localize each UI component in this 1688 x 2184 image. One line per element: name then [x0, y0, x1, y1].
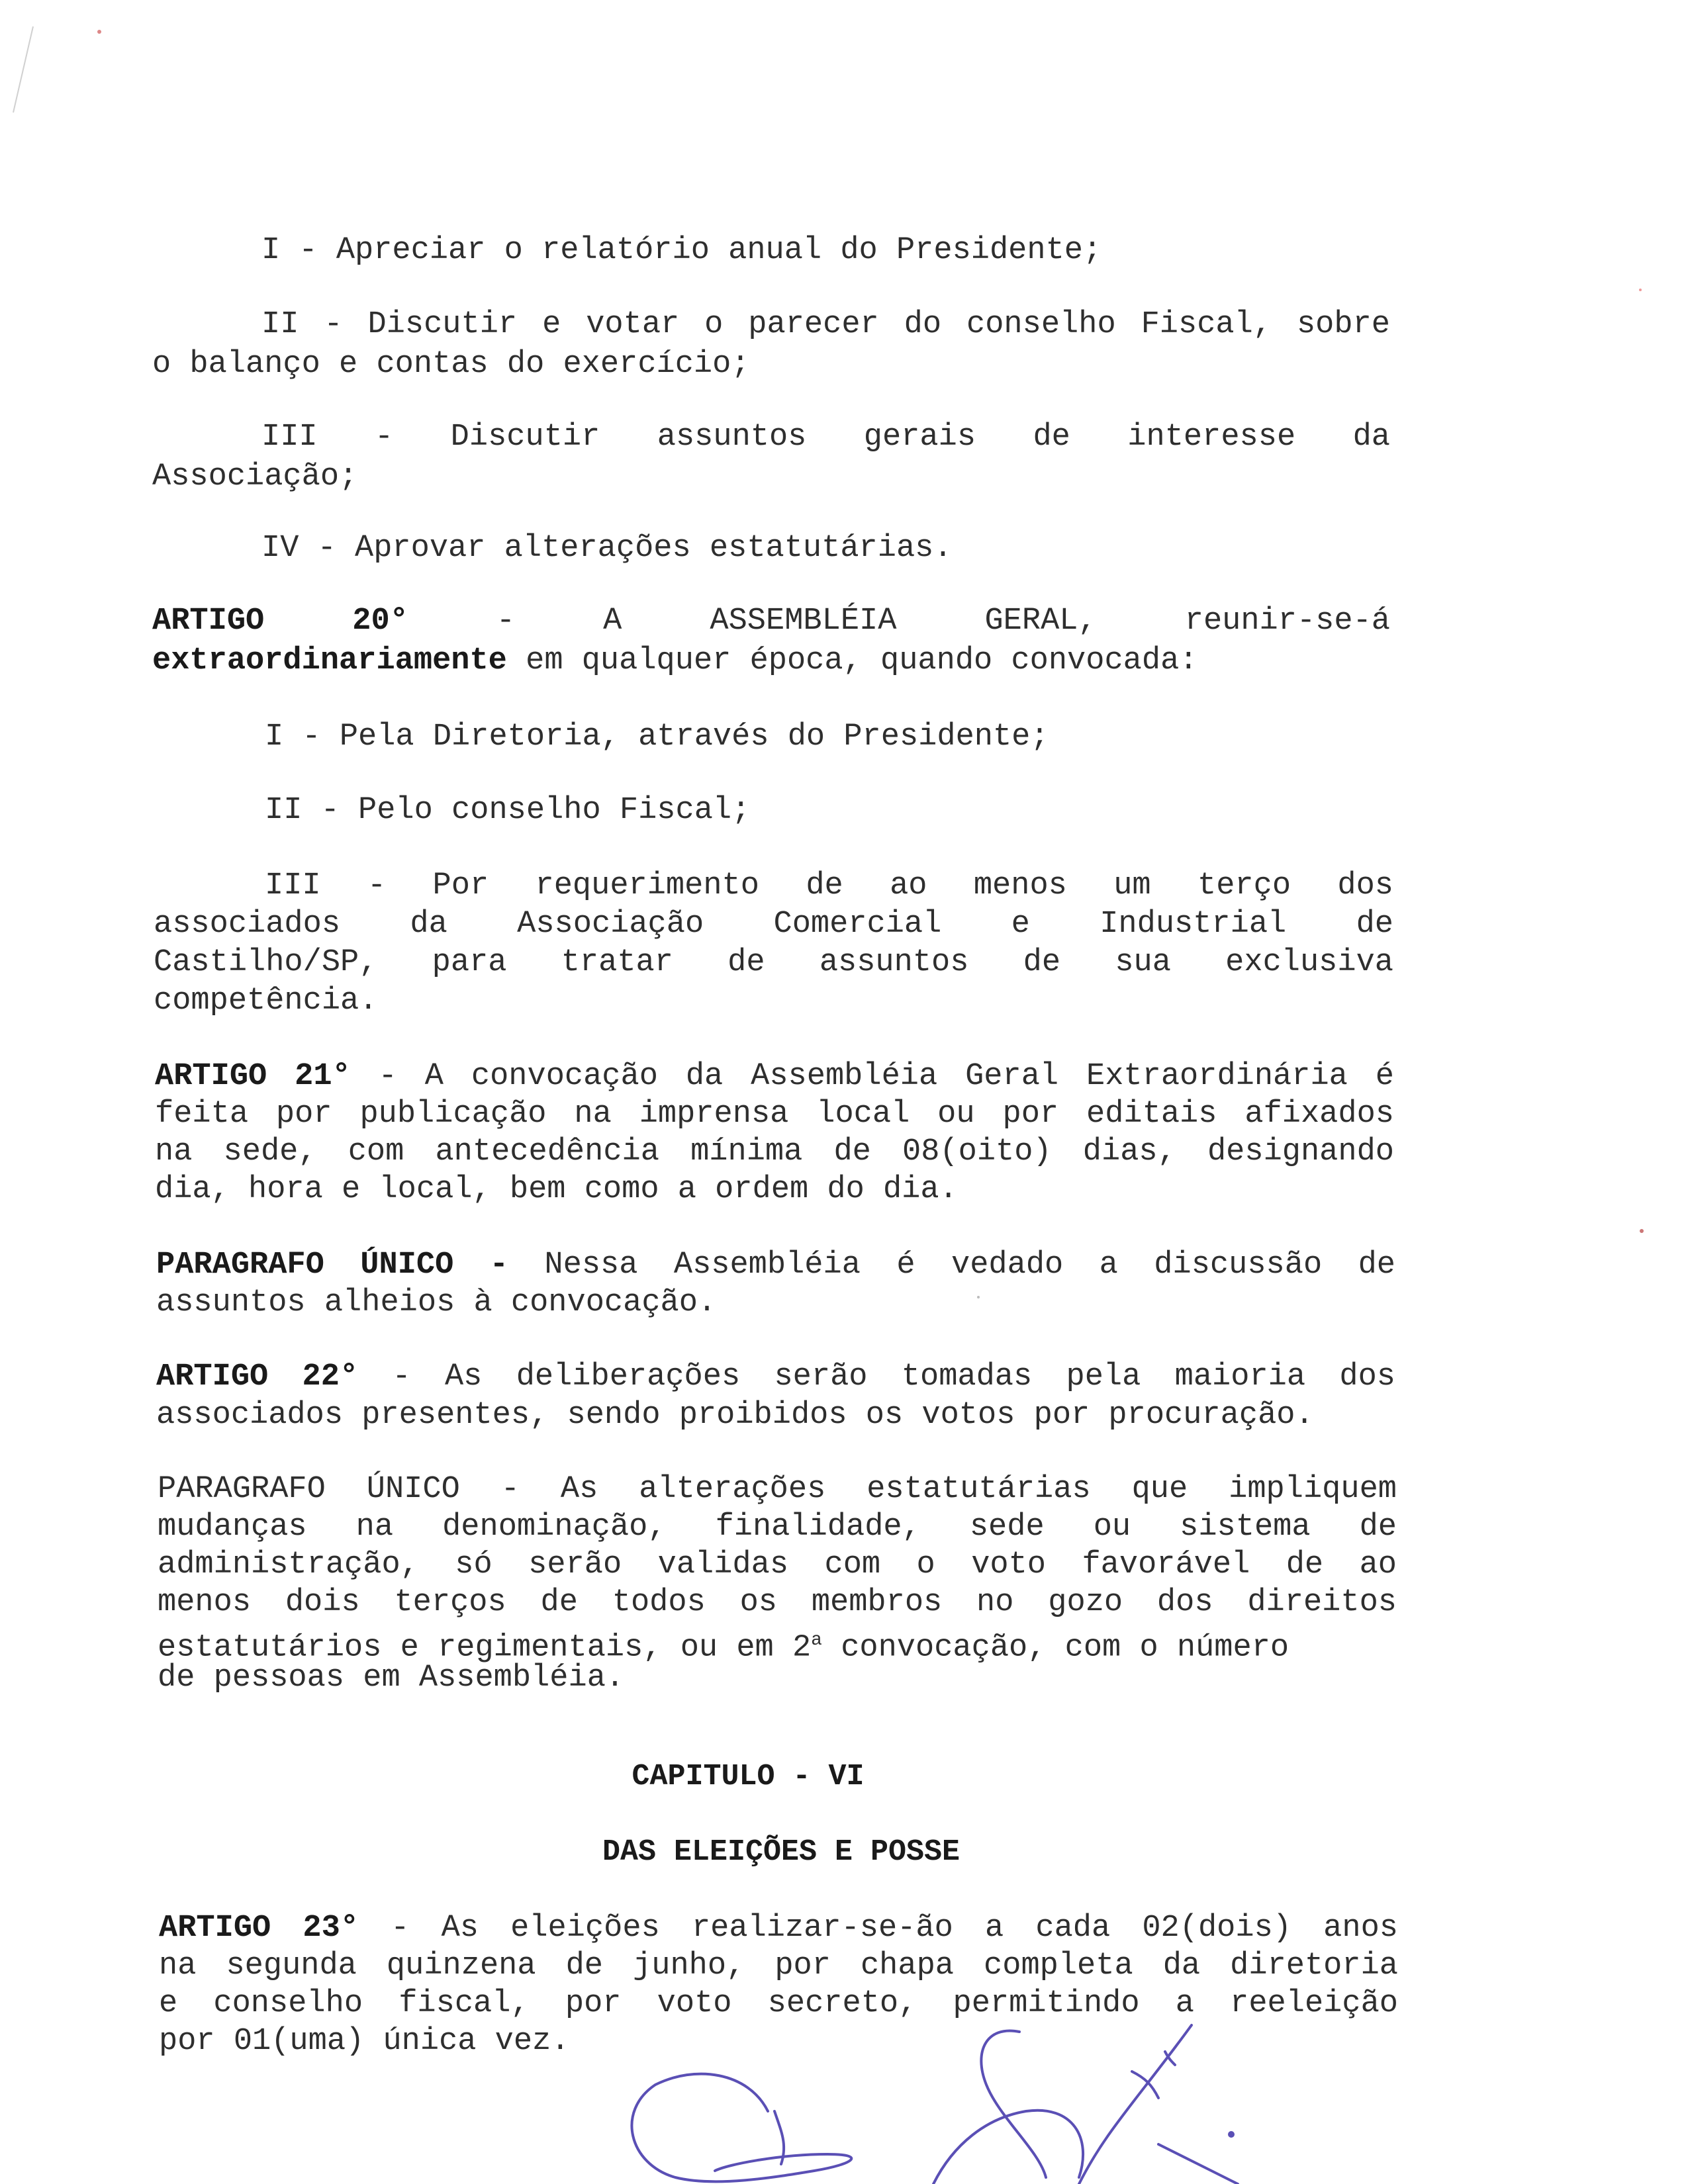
item-iii-discutir-line1: III - Discutir assuntos gerais de interesse da — [261, 420, 1390, 455]
art23-label: ARTIGO 23° — [159, 1911, 359, 1946]
art20-item-iii-line2: associados da Associação Comercial e Industrial de — [154, 907, 1393, 942]
art20-line2 — [152, 642, 1197, 680]
par-unico-2-line6: de pessoas em Assembléia. — [158, 1661, 625, 1696]
art20-item-iii-line1: III - Por requerimento de ao menos um terço dos — [265, 868, 1393, 903]
par-unico-1-line2: assuntos alheios à convocação. — [156, 1285, 717, 1320]
par-unico-2-line5-b: convocação, com o número — [821, 1630, 1289, 1666]
item-iii-discutir-line2: Associação; — [152, 459, 358, 494]
chapter-subtitle: DAS ELEIÇÕES E POSSE — [602, 1835, 961, 1869]
item-iv-aprovar: IV - Aprovar alterações estatutárias. — [261, 531, 953, 566]
art20-item-ii: II - Pelo conselho Fiscal; — [265, 793, 751, 828]
art22-line2: associados presentes, sendo proibidos os votos por procuração. — [156, 1398, 1314, 1433]
art20-label: ARTIGO 20° — [152, 604, 408, 639]
art23-line1 — [159, 1909, 1398, 1948]
art23-line3: e conselho fiscal, por voto secreto, permitindo a reeleição — [159, 1986, 1398, 2021]
par-unico-2-line3: administração, só serão validas com o voto favorável de ao — [158, 1547, 1397, 1582]
chapter-title: CAPITULO - VI — [632, 1760, 865, 1794]
art20-line2-text: em qualquer época, quando convocada: — [526, 643, 1198, 678]
art20-item-iii-line4: competência. — [154, 983, 378, 1019]
art20-line1 — [152, 602, 1390, 641]
par-unico-1-label: PARAGRAFO ÚNICO - — [156, 1248, 508, 1283]
par-unico-1-line1 — [156, 1246, 1395, 1285]
art21-line4: dia, hora e local, bem como a ordem do dia. — [155, 1172, 958, 1207]
art21-line1-text: - A convocação da Assembléia Geral Extraordinária é — [378, 1059, 1394, 1094]
par-unico-2-line5-a: estatutários e regimentais, ou em 2 — [158, 1630, 812, 1666]
par-unico-1-line1-text: Nessa Assembléia é vedado a discussão de — [544, 1248, 1395, 1283]
art21-label: ARTIGO 21° — [155, 1059, 351, 1094]
art22-label: ARTIGO 22° — [156, 1359, 359, 1394]
item-ii-discutir-line1: II - Discutir e votar o parecer do conselho Fiscal, sobre — [261, 307, 1390, 342]
ordinal-superscript: a — [811, 1630, 822, 1651]
art23-line2: na segunda quinzena de junho, por chapa completa da diretoria — [159, 1948, 1398, 1983]
item-i-apreciar: I - Apreciar o relatório anual do Presidente; — [261, 233, 1102, 268]
art23-line1-text: - As eleições realizar-se-ão a cada 02(dois) anos — [391, 1911, 1398, 1946]
item-ii-discutir-line2: o balanço e contas do exercício; — [152, 347, 750, 382]
art20-item-i: I - Pela Diretoria, através do Presidente; — [265, 719, 1049, 754]
art21-line3: na sede, com antecedência mínima de 08(oito) dias, designando — [155, 1134, 1394, 1169]
handwritten-signatures — [616, 2012, 1278, 2184]
art20-item-iii-line3: Castilho/SP, para tratar de assuntos de sua exclusiva — [154, 945, 1393, 980]
art20-bold-word: extraordinariamente — [152, 643, 507, 678]
par-unico-2-line2: mudanças na denominação, finalidade, sede ou sistema de — [158, 1510, 1397, 1545]
art23-line4: por 01(uma) única vez. — [159, 2024, 570, 2059]
par-unico-2-line4: menos dois terços de todos os membros no gozo dos direitos — [158, 1585, 1397, 1620]
par-unico-2-line1: PARAGRAFO ÚNICO - As alterações estatutárias que impliquem — [158, 1472, 1397, 1507]
art20-line1-text: - A ASSEMBLÉIA GERAL, reunir-se-á — [496, 604, 1390, 639]
art22-line1-text: - As deliberações serão tomadas pela maioria dos — [392, 1359, 1395, 1394]
art21-line1 — [155, 1058, 1394, 1096]
art21-line2: feita por publicação na imprensa local ou por editais afixados — [155, 1097, 1394, 1132]
art22-line1 — [156, 1358, 1395, 1396]
signature-strokes — [632, 2025, 1238, 2184]
